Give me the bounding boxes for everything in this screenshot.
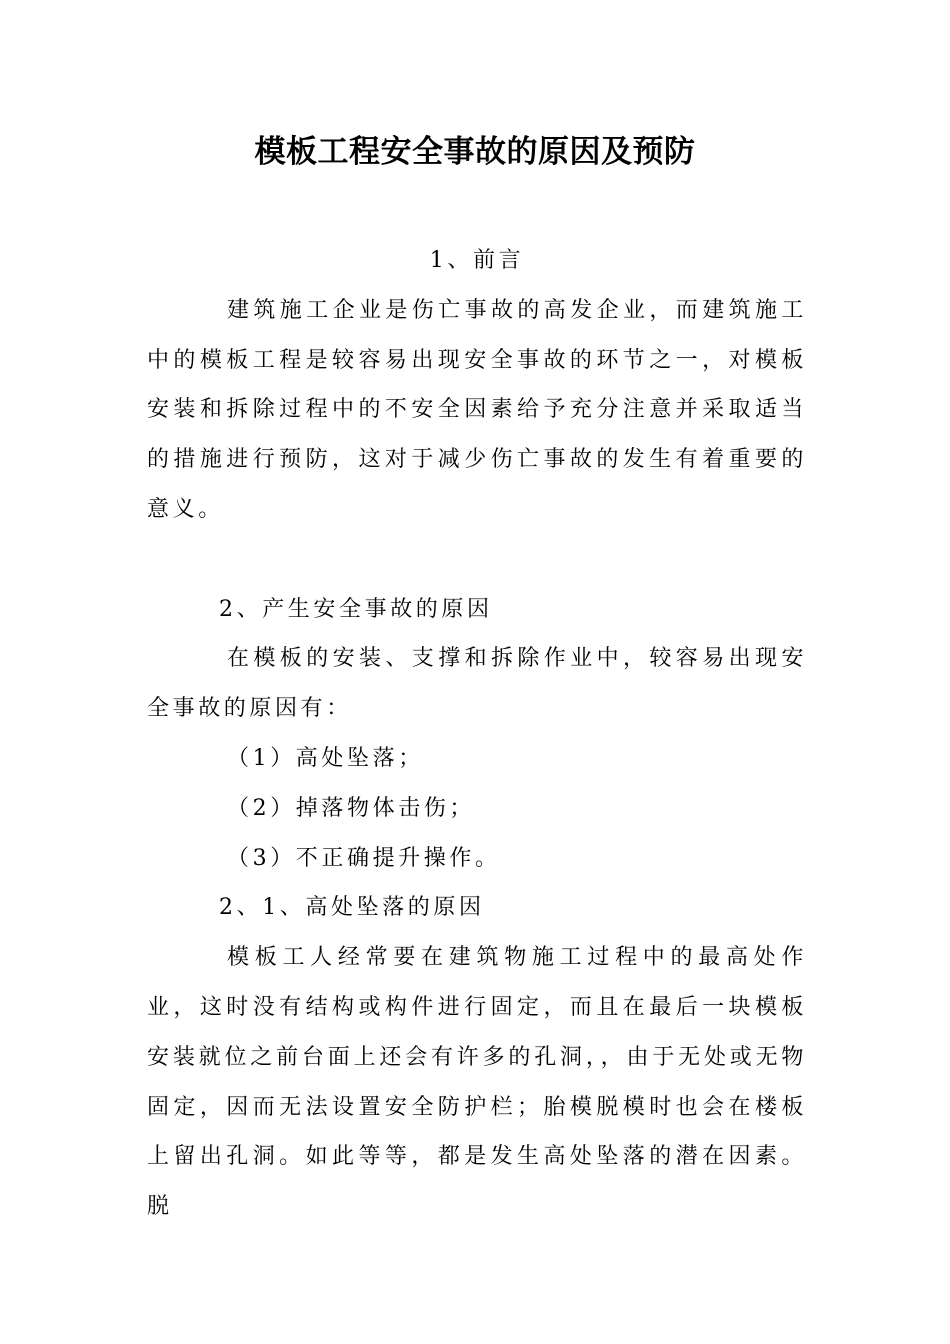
cause-list-item: （1）高处坠落； bbox=[227, 745, 424, 771]
falls-paragraph: 模板工人经常要在建筑物施工过程中的最高处作业，这时没有结构或构件进行固定，而且在最后一块模板安装就位之前台面上还会有许多的孔洞，，由于无处或无物固定，因而无法设置安全防护栏；胎模脱模时也会在楼板上留出孔洞。如此等等，都是发生高处坠落的潜在因素。脱 bbox=[147, 945, 807, 1220]
subsection-heading-falls: 2、1、高处坠落的原因 bbox=[219, 895, 485, 921]
cause-list-item: （3）不正确提升操作。 bbox=[227, 845, 501, 871]
document-title: 模板工程安全事故的原因及预防 bbox=[254, 134, 696, 170]
section-heading-preface: 1、前言 bbox=[429, 248, 525, 273]
paragraph-spacer bbox=[147, 535, 807, 585]
causes-intro-paragraph: 在模板的安装、支撑和拆除作业中，较容易出现安全事故的原因有： bbox=[147, 646, 807, 722]
preface-paragraph: 建筑施工企业是伤亡事故的高发企业，而建筑施工中的模板工程是较容易出现安全事故的环节之一，对模板安装和拆除过程中的不安全因素给予充分注意并采取适当的措施进行预防，这对于减少伤亡事故的发生有着重要的意义。 bbox=[147, 297, 807, 522]
section-heading-causes: 2、产生安全事故的原因 bbox=[219, 596, 493, 622]
document-body bbox=[147, 236, 807, 1232]
cause-list-item: （2）掉落物体击伤； bbox=[227, 795, 475, 821]
